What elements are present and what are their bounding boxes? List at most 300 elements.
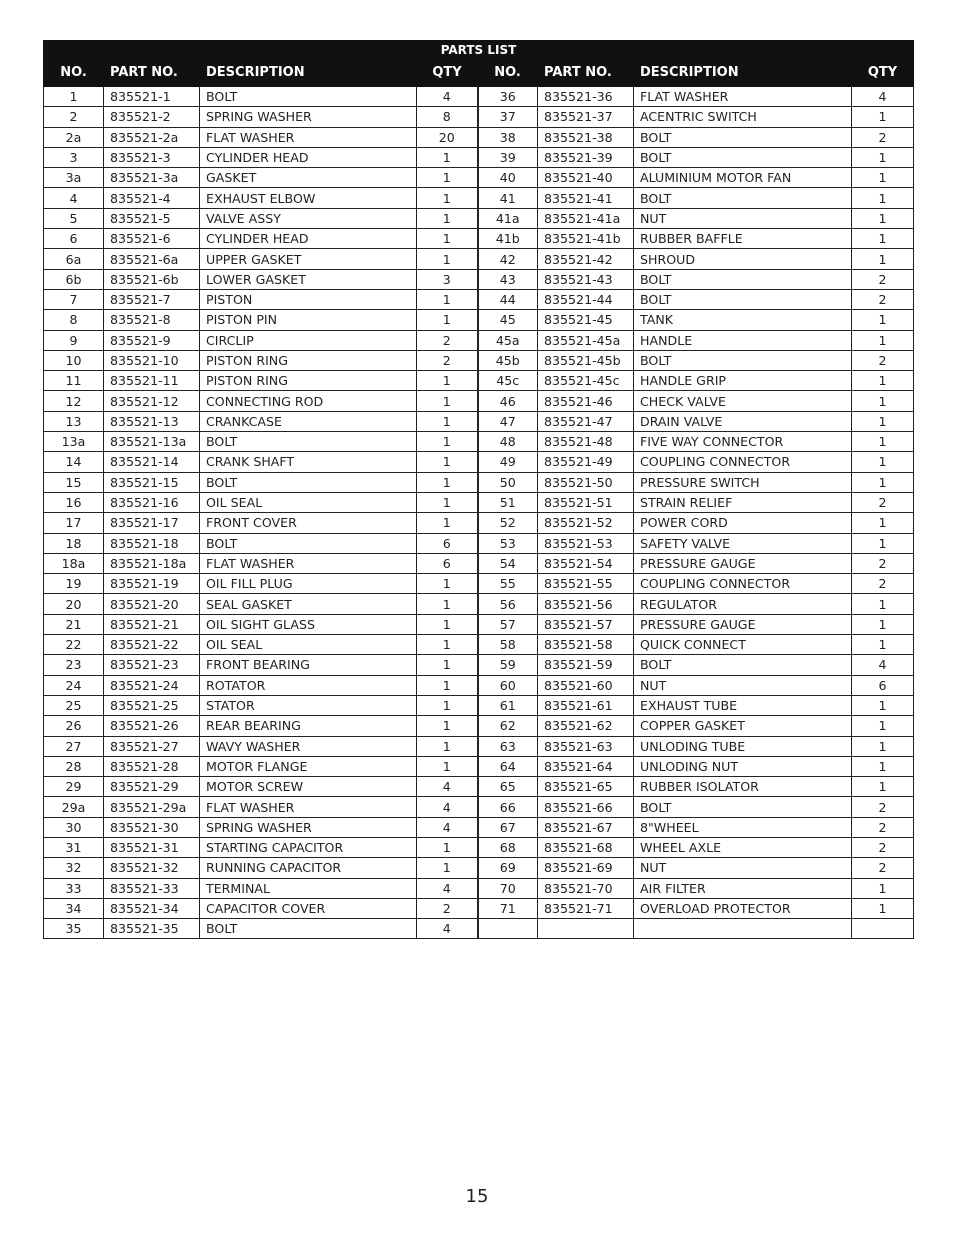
table-row — [44, 472, 914, 492]
part-number-index: 63 — [478, 736, 538, 756]
part-quantity: 8 — [417, 107, 478, 127]
part-number: 835521-57 — [538, 614, 634, 634]
part-number-index: 21 — [44, 614, 104, 634]
part-description: LOWER GASKET — [200, 269, 417, 289]
part-number-index: 25 — [44, 695, 104, 715]
part-quantity: 1 — [417, 208, 478, 228]
table-row — [44, 87, 914, 107]
part-description: RUBBER ISOLATOR — [634, 777, 852, 797]
parts-list-title: PARTS LIST — [44, 41, 914, 59]
part-number: 835521-50 — [538, 472, 634, 492]
part-number-index: 41 — [478, 188, 538, 208]
part-description: BOLT — [634, 188, 852, 208]
part-quantity: 1 — [417, 655, 478, 675]
part-quantity: 1 — [417, 188, 478, 208]
part-number: 835521-1 — [104, 87, 200, 107]
part-number-index: 45a — [478, 330, 538, 350]
part-description: CHECK VALVE — [634, 391, 852, 411]
part-description: ACENTRIC SWITCH — [634, 107, 852, 127]
part-number-index: 6a — [44, 249, 104, 269]
part-quantity: 1 — [852, 107, 914, 127]
part-description: SAFETY VALVE — [634, 533, 852, 553]
part-number: 835521-36 — [538, 87, 634, 107]
part-number: 835521-42 — [538, 249, 634, 269]
table-row — [44, 817, 914, 837]
part-number: 835521-45c — [538, 371, 634, 391]
part-description: TERMINAL — [200, 878, 417, 898]
part-description: CRANK SHAFT — [200, 452, 417, 472]
part-description: FLAT WASHER — [200, 127, 417, 147]
part-description: NUT — [634, 675, 852, 695]
part-description: BOLT — [200, 472, 417, 492]
part-number: 835521-6a — [104, 249, 200, 269]
table-row — [44, 858, 914, 878]
table-row — [44, 411, 914, 431]
part-description: NUT — [634, 858, 852, 878]
part-quantity: 6 — [852, 675, 914, 695]
part-number: 835521-18 — [104, 533, 200, 553]
part-quantity: 1 — [852, 229, 914, 249]
part-quantity: 2 — [852, 127, 914, 147]
part-quantity: 6 — [417, 533, 478, 553]
part-quantity: 1 — [852, 391, 914, 411]
part-description: REAR BEARING — [200, 716, 417, 736]
part-description: FLAT WASHER — [200, 553, 417, 573]
part-number-index: 15 — [44, 472, 104, 492]
part-description: STATOR — [200, 695, 417, 715]
part-number: 835521-66 — [538, 797, 634, 817]
part-quantity: 4 — [417, 797, 478, 817]
table-row — [44, 452, 914, 472]
table-row — [44, 188, 914, 208]
part-description: FRONT BEARING — [200, 655, 417, 675]
part-number: 835521-71 — [538, 898, 634, 918]
table-row — [44, 553, 914, 573]
part-number: 835521-24 — [104, 675, 200, 695]
part-number: 835521-37 — [538, 107, 634, 127]
part-number: 835521-64 — [538, 756, 634, 776]
part-number-index: 41a — [478, 208, 538, 228]
part-quantity: 4 — [852, 87, 914, 107]
part-quantity: 1 — [852, 452, 914, 472]
part-number: 835521-62 — [538, 716, 634, 736]
part-number: 835521-65 — [538, 777, 634, 797]
part-number: 835521-45b — [538, 350, 634, 370]
part-number-index: 2 — [44, 107, 104, 127]
header-no: NO. — [478, 59, 538, 87]
part-number-index: 13a — [44, 432, 104, 452]
part-quantity: 1 — [417, 695, 478, 715]
part-quantity: 1 — [852, 614, 914, 634]
part-number: 835521-51 — [538, 492, 634, 512]
part-number-index: 23 — [44, 655, 104, 675]
part-number-index: 45 — [478, 310, 538, 330]
part-number: 835521-61 — [538, 695, 634, 715]
table-row — [44, 107, 914, 127]
part-number-index: 56 — [478, 594, 538, 614]
part-number-index: 8 — [44, 310, 104, 330]
part-quantity: 2 — [852, 289, 914, 309]
header-part-no: PART NO. — [104, 59, 200, 87]
table-row — [44, 594, 914, 614]
part-number: 835521-12 — [104, 391, 200, 411]
part-number-index: 6b — [44, 269, 104, 289]
part-description: SPRING WASHER — [200, 107, 417, 127]
part-number: 835521-60 — [538, 675, 634, 695]
part-description: WHEEL AXLE — [634, 837, 852, 857]
part-number: 835521-6b — [104, 269, 200, 289]
parts-list — [43, 40, 913, 939]
part-number: 835521-45a — [538, 330, 634, 350]
part-quantity: 2 — [852, 350, 914, 370]
part-number-index: 19 — [44, 574, 104, 594]
part-quantity: 1 — [852, 208, 914, 228]
table-row — [44, 878, 914, 898]
part-quantity: 1 — [417, 492, 478, 512]
part-number-index: 17 — [44, 513, 104, 533]
part-description: RUBBER BAFFLE — [634, 229, 852, 249]
part-number-index: 43 — [478, 269, 538, 289]
part-description: PISTON PIN — [200, 310, 417, 330]
part-quantity: 1 — [417, 432, 478, 452]
header-row — [44, 59, 914, 87]
part-description: OIL SEAL — [200, 635, 417, 655]
part-number: 835521-47 — [538, 411, 634, 431]
part-description: BOLT — [200, 533, 417, 553]
part-number: 835521-14 — [104, 452, 200, 472]
part-description: FLAT WASHER — [200, 797, 417, 817]
part-description: COUPLING CONNECTOR — [634, 452, 852, 472]
part-quantity: 1 — [417, 452, 478, 472]
part-description: BOLT — [634, 289, 852, 309]
table-row — [44, 310, 914, 330]
part-description: CIRCLIP — [200, 330, 417, 350]
part-number: 835521-68 — [538, 837, 634, 857]
header-qty: QTY — [852, 59, 914, 87]
part-quantity: 1 — [852, 432, 914, 452]
part-description: VALVE ASSY — [200, 208, 417, 228]
part-quantity: 2 — [852, 837, 914, 857]
page-number: 15 — [465, 1186, 489, 1207]
part-description: CAPACITOR COVER — [200, 898, 417, 918]
table-row — [44, 432, 914, 452]
part-description: BOLT — [634, 350, 852, 370]
part-number-index: 35 — [44, 919, 104, 939]
part-number: 835521-49 — [538, 452, 634, 472]
part-number-index: 11 — [44, 371, 104, 391]
part-number: 835521-2 — [104, 107, 200, 127]
part-number: 835521-55 — [538, 574, 634, 594]
part-number-index: 40 — [478, 168, 538, 188]
part-number-index: 61 — [478, 695, 538, 715]
part-number: 835521-22 — [104, 635, 200, 655]
part-quantity: 1 — [852, 533, 914, 553]
part-number: 835521-32 — [104, 858, 200, 878]
part-description: POWER CORD — [634, 513, 852, 533]
part-number-index: 16 — [44, 492, 104, 512]
parts-table — [43, 40, 914, 939]
header-qty: QTY — [417, 59, 478, 87]
header-description: DESCRIPTION — [200, 59, 417, 87]
header-part-no: PART NO. — [538, 59, 634, 87]
part-number: 835521-19 — [104, 574, 200, 594]
part-number-index: 66 — [478, 797, 538, 817]
part-description: PISTON RING — [200, 350, 417, 370]
part-description: EXHAUST TUBE — [634, 695, 852, 715]
part-description: BOLT — [634, 127, 852, 147]
part-number: 835521-33 — [104, 878, 200, 898]
part-number-index: 6 — [44, 229, 104, 249]
part-quantity: 1 — [417, 249, 478, 269]
part-number: 835521-45 — [538, 310, 634, 330]
part-number: 835521-39 — [538, 147, 634, 167]
part-description: PISTON RING — [200, 371, 417, 391]
part-quantity: 4 — [417, 878, 478, 898]
part-quantity: 6 — [417, 553, 478, 573]
part-number: 835521-59 — [538, 655, 634, 675]
part-description: MOTOR FLANGE — [200, 756, 417, 776]
part-description: 8"WHEEL — [634, 817, 852, 837]
part-quantity: 1 — [852, 168, 914, 188]
part-description: UNLODING NUT — [634, 756, 852, 776]
part-number-index: 31 — [44, 837, 104, 857]
part-number: 835521-63 — [538, 736, 634, 756]
part-description: UNLODING TUBE — [634, 736, 852, 756]
part-number: 835521-43 — [538, 269, 634, 289]
part-description: HANDLE GRIP — [634, 371, 852, 391]
part-number: 835521-27 — [104, 736, 200, 756]
part-number-index: 47 — [478, 411, 538, 431]
part-number-index: 49 — [478, 452, 538, 472]
table-row — [44, 492, 914, 512]
part-quantity: 1 — [852, 249, 914, 269]
part-number-index: 36 — [478, 87, 538, 107]
part-number: 835521-58 — [538, 635, 634, 655]
part-quantity: 1 — [417, 168, 478, 188]
part-number-index: 33 — [44, 878, 104, 898]
part-quantity: 2 — [852, 492, 914, 512]
table-row — [44, 756, 914, 776]
part-quantity: 1 — [852, 188, 914, 208]
part-number: 835521-54 — [538, 553, 634, 573]
part-description: AIR FILTER — [634, 878, 852, 898]
part-quantity: 4 — [417, 919, 478, 939]
part-quantity: 1 — [417, 229, 478, 249]
part-description: TANK — [634, 310, 852, 330]
part-description: SPRING WASHER — [200, 817, 417, 837]
part-number-index: 26 — [44, 716, 104, 736]
part-quantity: 1 — [417, 858, 478, 878]
part-quantity: 1 — [417, 675, 478, 695]
table-row — [44, 614, 914, 634]
part-number: 835521-31 — [104, 837, 200, 857]
part-number: 835521-67 — [538, 817, 634, 837]
header-no: NO. — [44, 59, 104, 87]
part-description: CYLINDER HEAD — [200, 229, 417, 249]
part-description: OIL SIGHT GLASS — [200, 614, 417, 634]
part-number: 835521-56 — [538, 594, 634, 614]
part-quantity: 1 — [852, 777, 914, 797]
part-number-index: 27 — [44, 736, 104, 756]
part-quantity: 1 — [417, 736, 478, 756]
part-description: CRANKCASE — [200, 411, 417, 431]
table-row — [44, 127, 914, 147]
part-quantity: 1 — [417, 391, 478, 411]
part-description: MOTOR SCREW — [200, 777, 417, 797]
part-quantity: 1 — [852, 310, 914, 330]
part-number-index: 45c — [478, 371, 538, 391]
part-number-index — [478, 919, 538, 939]
part-number-index: 39 — [478, 147, 538, 167]
part-number-index: 69 — [478, 858, 538, 878]
part-quantity: 1 — [852, 695, 914, 715]
part-quantity: 1 — [852, 878, 914, 898]
part-quantity: 1 — [852, 371, 914, 391]
table-row — [44, 229, 914, 249]
table-row — [44, 391, 914, 411]
table-row — [44, 513, 914, 533]
part-number-index: 3 — [44, 147, 104, 167]
part-number: 835521-41a — [538, 208, 634, 228]
table-row — [44, 837, 914, 857]
part-number: 835521-6 — [104, 229, 200, 249]
part-number-index: 5 — [44, 208, 104, 228]
part-number-index: 52 — [478, 513, 538, 533]
part-description: UPPER GASKET — [200, 249, 417, 269]
table-row — [44, 371, 914, 391]
part-description: PRESSURE SWITCH — [634, 472, 852, 492]
part-number: 835521-13a — [104, 432, 200, 452]
part-number: 835521-30 — [104, 817, 200, 837]
part-number: 835521-5 — [104, 208, 200, 228]
part-number: 835521-28 — [104, 756, 200, 776]
table-row — [44, 797, 914, 817]
part-quantity: 1 — [852, 594, 914, 614]
part-description: ALUMINIUM MOTOR FAN — [634, 168, 852, 188]
part-number-index: 58 — [478, 635, 538, 655]
table-row — [44, 350, 914, 370]
part-quantity: 1 — [417, 837, 478, 857]
part-description: STARTING CAPACITOR — [200, 837, 417, 857]
part-number: 835521-3 — [104, 147, 200, 167]
part-quantity: 4 — [417, 817, 478, 837]
part-number-index: 68 — [478, 837, 538, 857]
table-row — [44, 533, 914, 553]
part-number: 835521-44 — [538, 289, 634, 309]
part-number: 835521-29 — [104, 777, 200, 797]
part-description: HANDLE — [634, 330, 852, 350]
part-description: BOLT — [634, 797, 852, 817]
part-number-index: 22 — [44, 635, 104, 655]
part-number-index: 59 — [478, 655, 538, 675]
part-quantity: 2 — [852, 269, 914, 289]
table-row — [44, 635, 914, 655]
part-quantity: 1 — [417, 635, 478, 655]
part-number-index: 38 — [478, 127, 538, 147]
part-number — [538, 919, 634, 939]
part-number-index: 7 — [44, 289, 104, 309]
part-description: FIVE WAY CONNECTOR — [634, 432, 852, 452]
part-number: 835521-70 — [538, 878, 634, 898]
part-number-index: 13 — [44, 411, 104, 431]
part-number: 835521-9 — [104, 330, 200, 350]
part-description: CYLINDER HEAD — [200, 147, 417, 167]
part-description: OIL FILL PLUG — [200, 574, 417, 594]
table-row — [44, 249, 914, 269]
part-number-index: 65 — [478, 777, 538, 797]
table-row — [44, 736, 914, 756]
part-quantity: 3 — [417, 269, 478, 289]
part-description: EXHAUST ELBOW — [200, 188, 417, 208]
part-description: OVERLOAD PROTECTOR — [634, 898, 852, 918]
part-quantity: 4 — [852, 655, 914, 675]
table-row — [44, 716, 914, 736]
part-number: 835521-69 — [538, 858, 634, 878]
table-row — [44, 777, 914, 797]
part-number: 835521-26 — [104, 716, 200, 736]
part-quantity: 2 — [417, 350, 478, 370]
part-number-index: 18 — [44, 533, 104, 553]
part-quantity: 1 — [417, 594, 478, 614]
part-number-index: 10 — [44, 350, 104, 370]
part-number: 835521-53 — [538, 533, 634, 553]
table-row — [44, 675, 914, 695]
part-quantity: 2 — [852, 797, 914, 817]
part-description: SHROUD — [634, 249, 852, 269]
part-quantity: 2 — [417, 330, 478, 350]
table-row — [44, 168, 914, 188]
part-description: ROTATOR — [200, 675, 417, 695]
table-row — [44, 289, 914, 309]
part-quantity: 1 — [852, 635, 914, 655]
part-number-index: 2a — [44, 127, 104, 147]
part-number: 835521-3a — [104, 168, 200, 188]
part-description: REGULATOR — [634, 594, 852, 614]
part-number-index: 46 — [478, 391, 538, 411]
part-description: OIL SEAL — [200, 492, 417, 512]
part-number-index: 29a — [44, 797, 104, 817]
part-number: 835521-21 — [104, 614, 200, 634]
part-description: COPPER GASKET — [634, 716, 852, 736]
part-number: 835521-15 — [104, 472, 200, 492]
part-quantity: 1 — [852, 411, 914, 431]
part-quantity: 1 — [852, 736, 914, 756]
part-number-index: 45b — [478, 350, 538, 370]
part-number-index: 1 — [44, 87, 104, 107]
part-number-index: 9 — [44, 330, 104, 350]
part-quantity: 2 — [852, 574, 914, 594]
part-quantity: 1 — [417, 472, 478, 492]
part-number: 835521-46 — [538, 391, 634, 411]
part-quantity: 1 — [417, 756, 478, 776]
part-number-index: 4 — [44, 188, 104, 208]
part-number-index: 57 — [478, 614, 538, 634]
part-number: 835521-7 — [104, 289, 200, 309]
part-quantity: 1 — [417, 574, 478, 594]
part-number-index: 14 — [44, 452, 104, 472]
part-number-index: 32 — [44, 858, 104, 878]
part-description: STRAIN RELIEF — [634, 492, 852, 512]
part-description: BOLT — [634, 147, 852, 167]
part-number-index: 42 — [478, 249, 538, 269]
header-description: DESCRIPTION — [634, 59, 852, 87]
part-number: 835521-16 — [104, 492, 200, 512]
part-quantity: 1 — [852, 756, 914, 776]
part-quantity: 2 — [852, 858, 914, 878]
part-number-index: 62 — [478, 716, 538, 736]
part-quantity: 1 — [417, 411, 478, 431]
part-description — [634, 919, 852, 939]
